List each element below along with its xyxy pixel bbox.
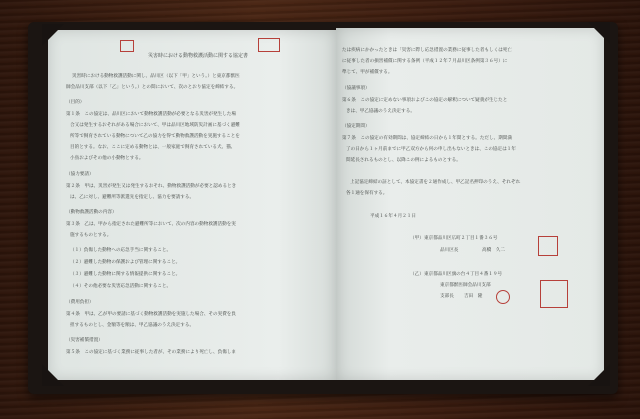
document-line: 所等で飼育されている動物について乙の協力を得て動物救護活動を実施することを <box>70 134 240 139</box>
document-line: 第７条 この協定の有効期間は、協定締結の日から１年間とする。ただし、期間満 <box>342 136 512 141</box>
document-line: 師会品川支部（以下「乙」という。）との間において、次のとおり協定を締結する。 <box>66 85 239 90</box>
document-line: たは疾病にかかったときは「災害に際し応急措置の業務に従事した者もしくは死亡 <box>342 48 512 53</box>
section-heading: （費用負担） <box>66 300 94 305</box>
folder-corner <box>42 24 64 46</box>
party-b-name: 吉田 隆 <box>464 294 483 299</box>
folder-corner <box>588 364 610 386</box>
party-a-label: （甲） <box>410 236 424 241</box>
document-line: 災害時における動物救護活動に関し、品川区（以下「甲」という。）と東京都獣医 <box>72 74 240 79</box>
document-title: 災害時における動物救護活動に関する協定書 <box>148 53 249 59</box>
document-line: 第６条 この協定に定めない事項およびこの協定の解釈について疑義が生じたと <box>342 98 508 103</box>
document-line: きは、甲乙協議のうえ決定する。 <box>346 109 415 114</box>
document-line: （４）その他必要な災害応急活動に関すること。 <box>70 284 172 289</box>
document-line: （３）避難した動物に関する情報提供に関すること。 <box>70 272 181 277</box>
folder-corner <box>42 364 64 386</box>
section-heading: （目的） <box>66 100 85 105</box>
document-line: 間延長されるものとし、以降この例によるものとする。 <box>346 158 461 163</box>
document-line: 了の日から１ヶ月前までに甲乙双方から何の申し出もないときは、この協定は１年 <box>346 147 516 152</box>
red-seal-stamp <box>120 40 134 52</box>
document-line: 担するものとし、金額等を額は、甲乙協議のうえ決定する。 <box>70 323 195 328</box>
red-seal-stamp <box>496 290 510 304</box>
document-line: 第４条 甲は、乙が甲の要請に基づく動物救護活動を実施した場合、その実費を負 <box>66 312 236 317</box>
red-seal-stamp <box>258 38 280 52</box>
document-line: 準じて、甲が補償する。 <box>342 70 393 75</box>
party-b-role: 支部長 <box>440 294 454 299</box>
document-line: （２）避難した動物の保護および管理に関すること。 <box>70 260 181 265</box>
section-heading: （協力要請） <box>66 172 94 177</box>
section-heading: （協議事項） <box>342 86 370 91</box>
right-page <box>336 28 604 380</box>
section-heading: （動物救護活動の内容） <box>66 210 117 215</box>
document-line: 各１通を保有する。 <box>346 191 388 196</box>
party-b-org: 東京都獣医師会品川支部 <box>440 283 491 288</box>
section-heading: （協定期間） <box>342 124 370 129</box>
left-page <box>48 30 336 380</box>
party-b-label: （乙） <box>410 272 424 277</box>
document-line: 合又は発生するおそれがある場合において、甲は品川区地域防災計画に基づく避難 <box>70 123 240 128</box>
document-line: （１）負傷した動物への応急手当に関すること。 <box>70 248 172 253</box>
party-a-name: 高橋 久二 <box>482 248 505 253</box>
document-line: 第１条 この協定は、品川区において動物救護活動が必要となる災害が発生した場 <box>66 112 236 117</box>
document-line: は、乙に対し、避難所等派遣先を指定し、協力を要請する。 <box>70 195 195 200</box>
document-line: 第２条 甲は、災害が発生又は発生するおそれ、動物救護活動が必要と認めるとき <box>66 184 237 189</box>
document-line: 第３条 乙は、甲から指定された避難所等において、次の内容の動物救護活動を実 <box>66 222 236 227</box>
party-b-address: 東京都品川区旗の台４丁目４番１９号 <box>424 272 503 277</box>
red-seal-stamp <box>538 236 558 256</box>
document-line: に従事した者の損害補償に関する条例（平成１２年７月品川区条例第３６号）に <box>342 59 508 64</box>
document-line: 目的とする。なお、ここに定める動物とは、一般家庭で飼育されている犬、猫、 <box>70 145 236 150</box>
party-a-address: 東京都品川区広町２丁目１番３６号 <box>424 236 498 241</box>
document-line: 第５条 この協定に基づく業務に従事した者が、その業務により死亡し、負傷しま <box>66 350 236 355</box>
document-line: 小鳥およびその他の小動物とする。 <box>70 156 144 161</box>
document-line: 施するものとする。 <box>70 233 112 238</box>
document-line: 上記協定締結の証として、本協定書を２通作成し、甲乙記名押印のうえ、それぞれ <box>350 180 521 185</box>
party-a-org: 品川区長 <box>440 248 459 253</box>
section-heading: （災害補償措置） <box>66 338 103 343</box>
signing-date: 平成１６年４月２１日 <box>370 214 416 219</box>
red-seal-stamp <box>540 280 568 308</box>
folder-corner <box>588 22 610 44</box>
